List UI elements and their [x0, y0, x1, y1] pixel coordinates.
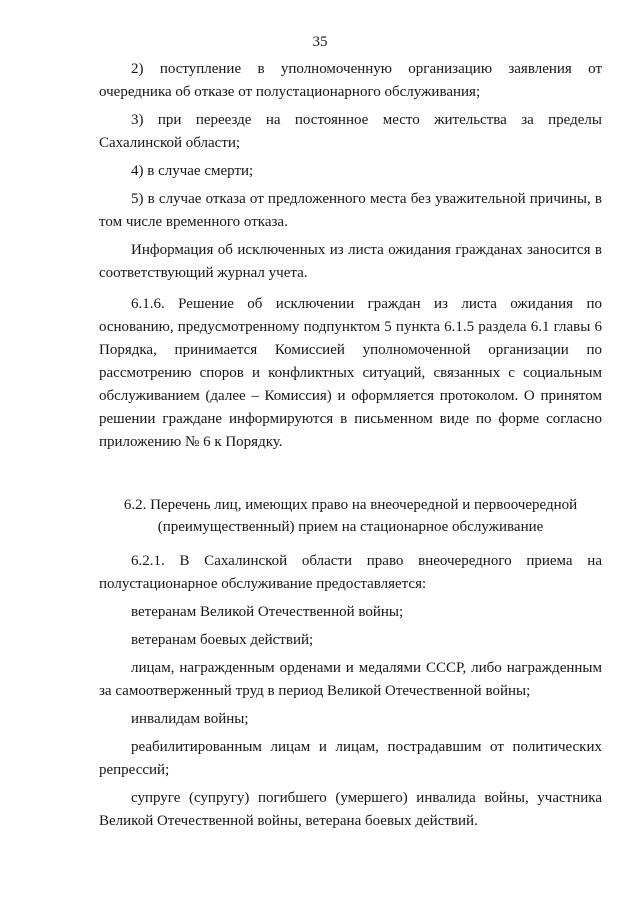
section-heading-line-1: 6.2. Перечень лиц, имеющих право на внеочередной и первоочередной — [123, 497, 578, 513]
paragraph-item-5: 5) в случае отказа от предложенного места без уважительной причины, в том числе временного отказа. — [99, 191, 602, 230]
list-item-war-invalids: инвалидам войны; — [131, 711, 249, 727]
list-item-spouses: супруге (супругу) погибшего (умершего) инвалида войны, участника Великой Отечественной войны, ветерана боевых действий. — [99, 790, 602, 829]
paragraph-6-2-1: 6.2.1. В Сахалинской области право внеочередного приема на полустационарное обслуживание предоставляется: — [99, 553, 602, 592]
paragraph-item-2: 2) поступление в уполномоченную организацию заявления от очередника об отказе от полустационарного обслуживания; — [99, 61, 602, 100]
section-heading-line-2: (преимущественный) прием на стационарное обслуживание — [157, 519, 544, 535]
list-item-combat-veterans: ветеранам боевых действий; — [131, 632, 314, 648]
section-heading-6-2 — [99, 494, 602, 538]
paragraph-info: Информация об исключенных из листа ожидания гражданах заносится в соответствующий журнал учета. — [99, 242, 602, 281]
paragraph-item-4: 4) в случае смерти; — [131, 163, 254, 179]
list-item-awarded-persons: лицам, награжденным орденами и медалями СССР, либо награжденным за самоотверженный труд в период Великой Отечественной войны; — [99, 660, 602, 699]
document-body — [99, 58, 602, 833]
paragraph-6-1-6: 6.1.6. Решение об исключении граждан из листа ожидания по основанию, предусмотренному подпунктом 5 пункта 6.1.5 раздела 6.1 главы 6 Порядка, принимается Комиссией уполномоченной организации по рассмотрению споров и конфликтных ситуаций, связанных с социальным обслуживанием (далее – Комиссия) и оформляется протоколом. О принятом решении граждане информируются в письменном виде по форме согласно приложению № 6 к Порядку. — [99, 296, 602, 450]
page-number: 35 — [312, 34, 328, 50]
list-item-war-veterans: ветеранам Великой Отечественной войны; — [131, 604, 404, 620]
list-item-rehabilitated: реабилитированным лицам и лицам, пострадавшим от политических репрессий; — [99, 739, 602, 778]
paragraph-item-3: 3) при переезде на постоянное место жительства за пределы Сахалинской области; — [99, 112, 602, 151]
